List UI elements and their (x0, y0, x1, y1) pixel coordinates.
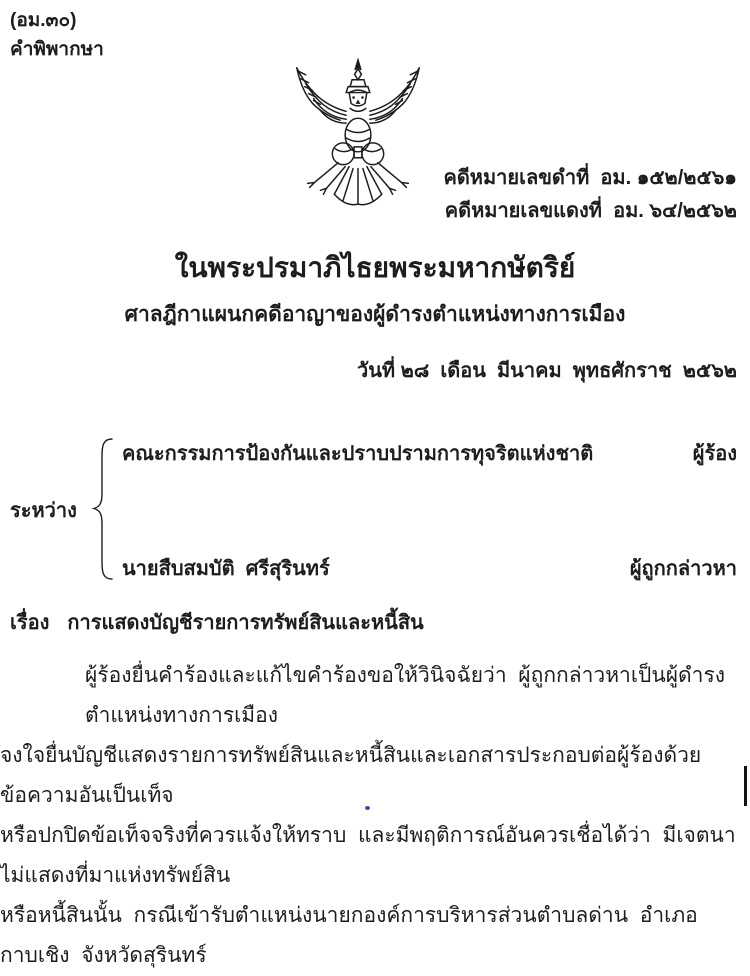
accused-role: ผู้ถูกกล่าวหา (629, 558, 737, 580)
subject-line (10, 606, 424, 638)
body-line: หรือหนี้สินนั้น กรณีเข้ารับตำแหน่งนายกองค์การบริหารส่วนตำบลด่าน อำเภอกาบเชิง จังหวัดสุรินทร์ (0, 904, 698, 967)
form-code: (อม.๓๐) (10, 10, 77, 31)
case-number-black: คดีหมายเลขดำที่ อม. ๑๕๒/๒๕๖๑ (443, 167, 737, 189)
body-line: จงใจยื่นบัญชีแสดงรายการทรัพย์สินและหนี้สินและเอกสารประกอบต่อผู้ร้องด้วยข้อความอันเป็นเท็จ (0, 744, 702, 807)
garuda-emblem-icon (288, 58, 428, 216)
accused-name: นายสืบสมบัติ ศรีสุรินทร์ (122, 558, 330, 580)
royal-heading: ในพระปรมาภิไธยพระมหากษัตริย์ (174, 252, 576, 283)
body-line: ผู้ร้องยื่นคำร้องและแก้ไขคำร้องขอให้วินิจฉัยว่า ผู้ถูกกล่าวหาเป็นผู้ดำรงตำแหน่งทางการเมือง (85, 664, 725, 727)
accused-row (122, 552, 737, 584)
case-number-block (443, 162, 737, 228)
doc-type-label: คำพิพากษา (10, 39, 104, 60)
subject-gap (49, 606, 67, 638)
subject-label: เรื่อง (10, 612, 50, 634)
petitioner-name: คณะกรรมการป้องกันและปราบปรามการทุจริตแห่งชาติ (122, 443, 594, 465)
petitioner-role: ผู้ร้อง (692, 443, 737, 465)
case-number-red: คดีหมายเลขแดงที่ อม. ๖๔/๒๕๖๒ (444, 200, 737, 222)
next-line-peek-mark (365, 806, 370, 810)
subject-text: การแสดงบัญชีรายการทรัพย์สินและหนี้สิน (67, 612, 424, 634)
body-paragraph (0, 656, 750, 976)
curly-brace-icon (92, 436, 116, 582)
body-line: หรือปกปิดข้อเท็จจริงที่ควรแจ้งให้ทราบ และมีพฤติการณ์อันควรเชื่อได้ว่า มีเจตนาไม่แสดงที่มาแห่งทรัพย์สิน (0, 824, 736, 887)
text-cursor (744, 766, 747, 806)
between-label: ระหว่าง (10, 500, 77, 522)
court-name: ศาลฎีกาแผนกคดีอาญาของผู้ดำรงตำแหน่งทางการเมือง (124, 303, 626, 326)
date-line: วันที่ ๒๘ เดือน มีนาคม พุทธศักราช ๒๕๖๒ (357, 360, 737, 382)
petitioner-row (122, 437, 737, 469)
